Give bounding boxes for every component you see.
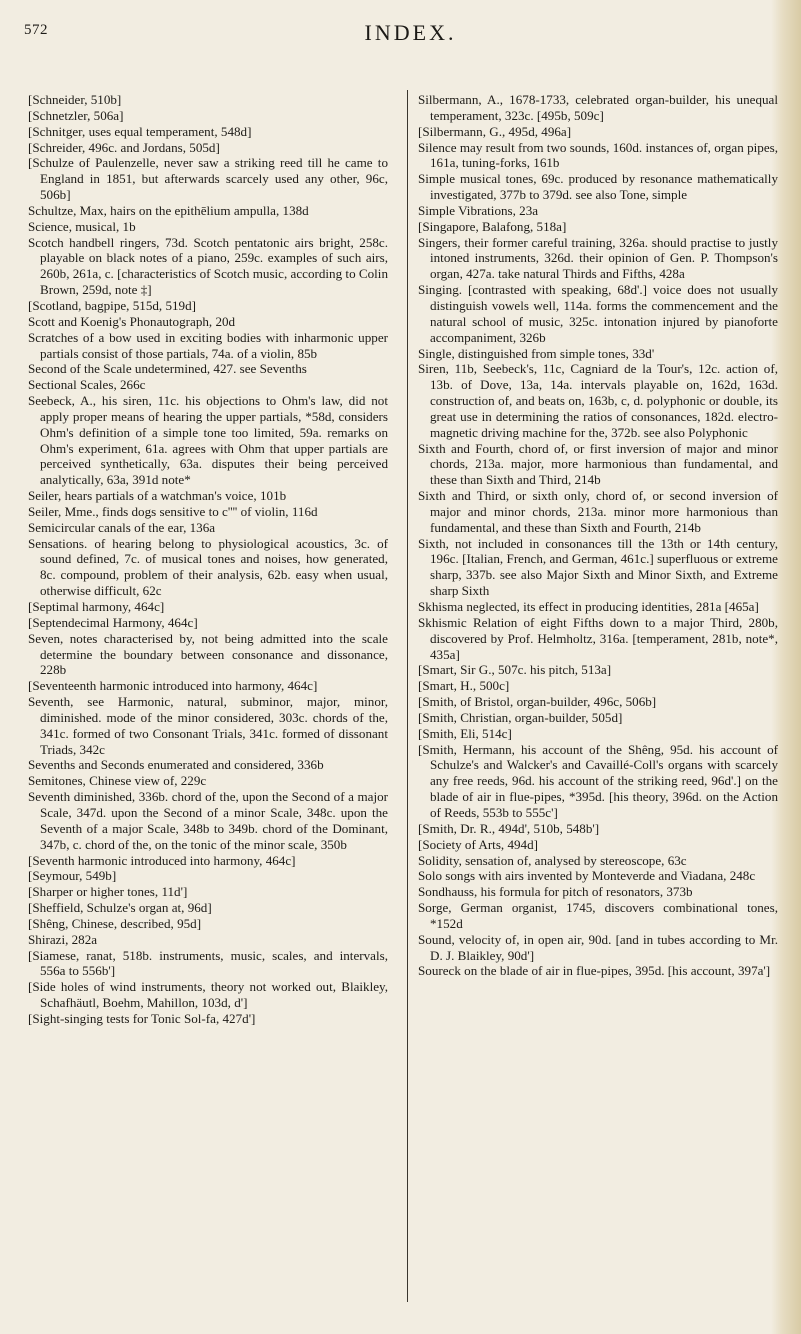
index-entry: [Smith, of Bristol, organ-builder, 496c, 506b] <box>418 694 657 710</box>
index-entry: Siren, 11b, Seebeck's, 11c, Cagniard de la Tour's, 12c. action of, 13b. of Dove, 13a, 14a. intervals playable on, 162d, 163d. construction of, and beats on, 163b, c, d. polyphonic or double, its great use in determining the ratios of consonances, 182d. electro-magnetic driving machine for the, 372b. see also Polyphonic <box>418 361 778 440</box>
index-entry: [Septendecimal Harmony, 464c] <box>28 614 198 630</box>
index-entry: [Sharper or higher tones, 11d'] <box>28 884 188 900</box>
index-entry: Silbermann, A., 1678-1733, celebrated organ-builder, his unequal temperament, 323c. [495b, 509c] <box>418 92 778 123</box>
index-entry: Semitones, Chinese view of, 229c <box>28 773 207 789</box>
index-entry: [Singapore, Balafong, 518a] <box>418 218 567 234</box>
index-entry: [Septimal harmony, 464c] <box>28 599 165 614</box>
index-entry: Scott and Koenig's Phonautograph, 20d <box>28 313 236 329</box>
index-entry: Shirazi, 282a <box>28 931 98 947</box>
index-entry: [Society of Arts, 494d] <box>418 836 539 852</box>
page-title: INDEX. <box>364 20 457 45</box>
index-entry: [Schreider, 496c. and Jordans, 505d] <box>28 139 220 155</box>
index-entry: [Seventh harmonic introduced into harmony, 464c] <box>28 852 296 868</box>
index-entry: [Schnetzler, 506a] <box>28 107 124 123</box>
index-entry: Simple Vibrations, 23a <box>418 202 539 218</box>
index-entry: [Siamese, ranat, 518b. instruments, music, scales, and intervals, 556a to 556b'] <box>28 947 388 979</box>
index-entry: Schultze, Max, hairs on the epithēlium ampulla, 138d <box>28 202 309 218</box>
index-entry: [Smart, H., 500c] <box>418 678 510 694</box>
index-entry: Skhismic Relation of eight Fifths down to a major Third, 280b, discovered by Prof. Helmholtz, 316a. [temperament, 281b, note*, 435a] <box>418 614 778 662</box>
index-entry: Scotch handbell ringers, 73d. Scotch pentatonic airs bright, 258c. playable on black notes of a piano, 259c. examples of such airs, 260b, 261a, c. [characteristics of Scotch music, according to Colin Brown, 259d, note ‡] <box>28 234 388 298</box>
index-entry: Skhisma neglected, its effect in producing identities, 281a [465a] <box>418 599 759 614</box>
index-entry: [Smith, Dr. R., 494d', 510b, 548b'] <box>418 820 600 836</box>
index-entry: [Seventeenth harmonic introduced into harmony, 464c] <box>28 678 318 694</box>
index-entry: Sevenths and Seconds enumerated and considered, 336b <box>28 757 324 773</box>
index-entry: [Smith, Hermann, his account of the Shêng, 95d. his account of Schulze's and Walcker's and Cavaillé-Coll's organs with scarcely any free reeds, 96d. his account of the striking reed, 96d'.] on the blade of air in flue-pipes, *395d. [his theory, 396d. on the Action of Reeds, 553b to 555c'] <box>418 741 778 820</box>
index-entry: Simple musical tones, 69c. produced by resonance mathematically investigated, 377b to 379d. see also Tone, simple <box>418 171 778 203</box>
index-entry: [Smith, Christian, organ-builder, 505d] <box>418 709 623 725</box>
index-entry: Singing. [contrasted with speaking, 68d'.] voice does not usually distinguish vowels well, 114a. forms the commencement and the natural school of music, 325c. intonation injured by pianoforte accompaniment, 326b <box>418 282 778 345</box>
index-entry: Scratches of a bow used in exciting bodies with inharmonic upper partials consist of those partials, 74a. of a violin, 85b <box>28 329 388 361</box>
index-entry: [Sheffield, Schulze's organ at, 96d] <box>28 900 212 916</box>
index-entry: Silence may result from two sounds, 160d. instances of, organ pipes, 161a, tuning-forks, 161b <box>418 139 778 171</box>
index-column-right <box>418 92 778 979</box>
index-entry: Sensations. of hearing belong to physiological acoustics, 3c. of sound defined, 7c. of musical tones and noises, how generated, 8c. compound, problem of their analysis, 62b. easy when usual, otherwise difficult, 62c <box>28 535 388 599</box>
index-entry: Sixth and Third, or sixth only, chord of, or second inversion of major and minor chords, 213a. minor more harmonious than fundamental, and these than Sixth and Fourth, 214b <box>418 488 778 535</box>
index-entry: [Scotland, bagpipe, 515d, 519d] <box>28 297 197 313</box>
index-entry: Sound, velocity of, in open air, 90d. [and in tubes according to Mr. D. J. Blaikley, 90d'] <box>418 931 778 963</box>
index-entry: [Silbermann, G., 495d, 496a] <box>418 123 572 139</box>
index-entry: Science, musical, 1b <box>28 218 136 234</box>
index-entry: Sondhauss, his formula for pitch of resonators, 373b <box>418 884 693 900</box>
index-entry: Seventh diminished, 336b. chord of the, upon the Second of a major Scale, 347d. upon the Second of a minor Scale, 348c. upon the Seventh of a major Scale, 348b to 349b. chord of the Dominant, 347b, c. chord of the, on the tonic of the minor scale, 350b <box>28 789 388 852</box>
page-number: 572 <box>24 22 48 38</box>
index-entry: [Smart, Sir G., 507c. his pitch, 513a] <box>418 662 612 678</box>
index-entry: Seventh, see Harmonic, natural, subminor, major, minor, diminished. mode of the minor considered, 303c. chords of the, 341c. formed of two Consonant Trials, 341c. formed of dissonant Triads, 342c <box>28 694 388 757</box>
index-entry: [Sight-singing tests for Tonic Sol-fa, 427d'] <box>28 1010 256 1026</box>
index-entry: [Schneider, 510b] <box>28 92 122 107</box>
index-entry: Seebeck, A., his siren, 11c. his objections to Ohm's law, did not apply proper means of hearing the upper partials, *58d, considers Ohm's definition of a simple tone too limited, 59a. remarks on Ohm's experiment, 61a. agrees with Ohm that upper partials are perceived synthetically, 63a. disputes their being perceived analytically, 63a, 391d note* <box>28 393 388 488</box>
index-entry: [Schnitger, uses equal temperament, 548d] <box>28 123 252 139</box>
index-entry: Soureck on the blade of air in flue-pipes, 395d. [his account, 397a'] <box>418 963 771 979</box>
index-entry: [Schulze of Paulenzelle, never saw a striking reed till he came to England in 1851, but afterwards scarcely used any other, 96c, 506b] <box>28 155 388 203</box>
index-entry: Singers, their former careful training, 326a. should practise to justly intoned instruments, 326d. their opinion of Gen. P. Thompson's organ, 427a. take natural Thirds and Fifths, 428a <box>418 234 778 282</box>
index-entry: Sixth and Fourth, chord of, or first inversion of major and minor chords, 213a. major, more harmonious than fundamental, and these than Sixth and Third, 214b <box>418 440 778 488</box>
index-entry: [Shêng, Chinese, described, 95d] <box>28 915 202 931</box>
column-divider <box>407 90 408 1302</box>
page-header <box>0 12 801 52</box>
index-entry: [Seymour, 549b] <box>28 868 117 884</box>
index-entry: Sectional Scales, 266c <box>28 377 146 393</box>
index-entry: Seven, notes characterised by, not being admitted into the scale determine the boundary between consonance and dissonance, 228b <box>28 630 388 678</box>
index-entry: Seiler, Mme., finds dogs sensitive to c'''' of violin, 116d <box>28 503 318 519</box>
index-entry: Seiler, hears partials of a watchman's voice, 101b <box>28 488 287 504</box>
index-entry: Sixth, not included in consonances till the 13th or 14th century, 196c. [Italian, French, and German, 461c.] superfluous or extreme sharp, 337b. see also Major Sixth and Minor Sixth, and Extreme sharp Sixth <box>418 535 778 599</box>
index-entry: [Side holes of wind instruments, theory not worked out, Blaikley, Schafhäutl, Boehm, Mahillon, 103d, d'] <box>28 979 388 1011</box>
index-column-left <box>28 92 388 1027</box>
index-entry: Single, distinguished from simple tones, 33d' <box>418 345 655 361</box>
index-entry: Solidity, sensation of, analysed by stereoscope, 63c <box>418 852 687 868</box>
index-entry: [Smith, Eli, 514c] <box>418 725 512 741</box>
index-entry: Solo songs with airs invented by Monteverde and Viadana, 248c <box>418 868 756 884</box>
index-entry: Sorge, German organist, 1745, discovers combinational tones, *152d <box>418 900 778 931</box>
index-entry: Semicircular canals of the ear, 136a <box>28 519 216 535</box>
index-entry: Second of the Scale undetermined, 427. see Sevenths <box>28 361 307 377</box>
